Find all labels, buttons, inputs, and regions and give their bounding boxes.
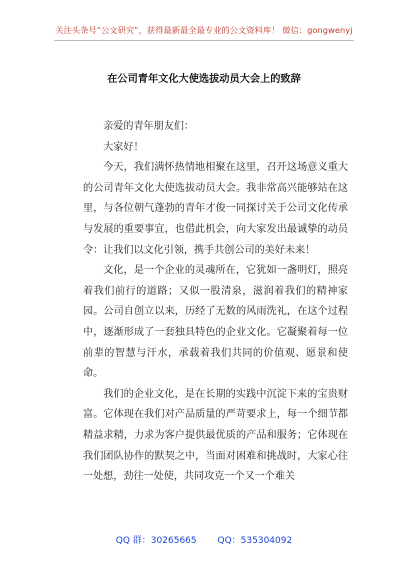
header-notice: 关注头条号“公文研究”，获得最新最全最专业的公文资料库！ 微信：gongwenyj: [55, 25, 353, 35]
paragraph: 今天，我们满怀热情地相聚在这里，召开这场意义重大的公司青年文化大使选拔动员大会。我非常高兴能够站在这里，与各位朝气蓬勃的青年才俊一同探讨关于公司文化传承与发展的重要事宜，也借此机会，向大家发出最诚挚的动员令：让我们以文化引领，携手共创公司的美好未来！: [83, 162, 348, 256]
footer-qq-number: QQ：535304092: [217, 536, 293, 546]
opening-line: 大家好！: [103, 141, 144, 153]
document-title: 在公司青年文化大使选拔动员大会上的致辞: [107, 74, 301, 85]
paragraph: 我们的企业文化，是在长期的实践中沉淀下来的宝贵财富。它体现在我们对产品质量的严苛要求上，每一个细节都精益求精，力求为客户提供最优质的产品和服务；它体现在我们团队协作的默契之中，当面对困难和挑战时，大家心往一处想，劲往一处使，共同攻克一个又一个难关: [83, 388, 348, 483]
paragraph: 文化，是一个企业的灵魂所在，它犹如一盏明灯，照亮着我们前行的道路；又似一股清泉，滋润着我们的精神家园。公司自创立以来，历经了无数的风雨洗礼，在这个过程中，逐渐形成了一套独具特色的企业文化。它凝聚着每一位前辈的智慧与汗水，承载着我们共同的价值观、愿景和使命。: [83, 265, 348, 380]
footer-qq-group: QQ 群：30265665: [115, 536, 197, 546]
document-body: [83, 117, 348, 488]
header-divider: [54, 40, 354, 41]
greeting: 亲爱的青年朋友们：: [103, 121, 195, 132]
footer-contacts: [0, 533, 408, 546]
